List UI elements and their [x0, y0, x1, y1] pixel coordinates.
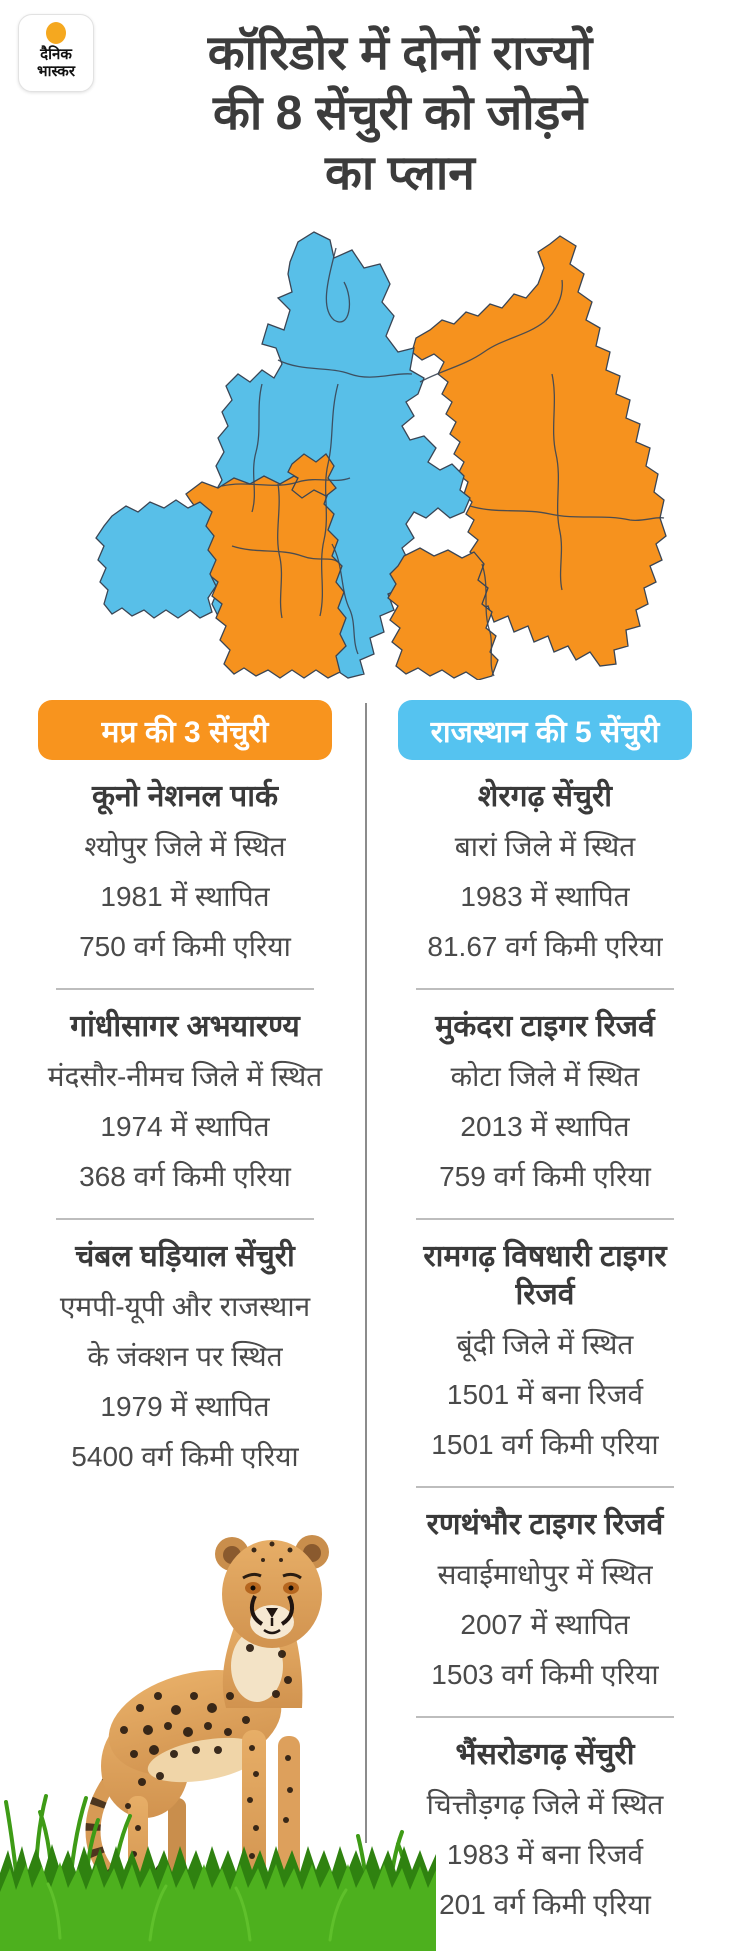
sanctuary-card-gandhisagar	[38, 990, 332, 1218]
sanctuary-card-bhainsrodgarh	[398, 1718, 692, 1946]
sanctuary-detail: 1979 में स्थापित	[100, 1391, 270, 1422]
dainik-bhaskar-logo	[18, 14, 94, 92]
sanctuary-detail: 81.67 वर्ग किमी एरिया	[427, 931, 663, 962]
sanctuary-card-mukundra	[398, 990, 692, 1218]
column-divider	[365, 703, 367, 1843]
title-line2: की 8 सेंचुरी को जोड़ने	[213, 87, 587, 140]
sanctuary-detail: के जंक्शन पर स्थित	[87, 1341, 283, 1372]
page-title	[95, 24, 705, 204]
sanctuary-detail: कोटा जिले में स्थित	[450, 1061, 640, 1092]
sanctuary-card-ranthambore	[398, 1488, 692, 1716]
sanctuary-card-ramgarh	[398, 1220, 692, 1486]
sanctuary-detail: 1501 में बना रिजर्व	[446, 1379, 644, 1410]
title-line1: कॉरिडोर में दोनों राज्यों	[207, 27, 593, 80]
sanctuary-detail: 1501 वर्ग किमी एरिया	[431, 1429, 659, 1460]
sanctuary-detail: 5400 वर्ग किमी एरिया	[71, 1441, 299, 1472]
sanctuary-detail: चित्तौड़गढ़ जिले में स्थित	[426, 1789, 664, 1820]
grass-graphic	[0, 1788, 436, 1951]
sanctuary-detail: मंदसौर-नीमच जिले में स्थित	[47, 1061, 323, 1092]
sanctuary-detail: 1983 में बना रिजर्व	[446, 1839, 644, 1870]
mp-header-badge: मप्र की 3 सेंचुरी	[38, 700, 332, 760]
sanctuary-title: रणथंभौर टाइगर रिजर्व	[426, 1508, 664, 1541]
sanctuary-detail: एमपी-यूपी और राजस्थान	[59, 1291, 311, 1322]
sanctuary-detail: 1974 में स्थापित	[100, 1111, 270, 1142]
sanctuary-detail: बारां जिले में स्थित	[454, 831, 636, 862]
sanctuary-detail: 2013 में स्थापित	[460, 1111, 630, 1142]
sanctuary-card-shergarh	[398, 760, 692, 988]
sun-icon	[46, 22, 66, 44]
sanctuary-detail: 368 वर्ग किमी एरिया	[79, 1161, 291, 1192]
column-rajasthan	[398, 700, 692, 1946]
sanctuary-detail: 750 वर्ग किमी एरिया	[79, 931, 291, 962]
sanctuary-detail: 1983 में स्थापित	[460, 881, 630, 912]
sanctuary-detail: 1503 वर्ग किमी एरिया	[431, 1659, 659, 1690]
sanctuary-title: गांधीसागर अभयारण्य	[70, 1010, 300, 1043]
logo-text-line2: भास्कर	[37, 63, 75, 80]
sanctuary-detail: 759 वर्ग किमी एरिया	[439, 1161, 651, 1192]
sanctuary-card-kuno	[38, 760, 332, 988]
sanctuary-detail: 201 वर्ग किमी एरिया	[439, 1889, 651, 1920]
logo-text-line1: दैनिक	[40, 46, 72, 63]
sanctuary-detail: सवाईमाधोपुर में स्थित	[437, 1559, 653, 1590]
sanctuary-title: कूनो नेशनल पार्क	[91, 780, 279, 813]
sanctuary-detail: श्योपुर जिले में स्थित	[84, 831, 286, 862]
map-region-orange	[388, 548, 498, 680]
title-line3: का प्लान	[325, 147, 475, 200]
sanctuary-detail: बूंदी जिले में स्थित	[456, 1329, 634, 1360]
sanctuary-title: मुकंदरा टाइगर रिजर्व	[435, 1010, 655, 1043]
sanctuary-detail: 1981 में स्थापित	[100, 881, 270, 912]
sanctuary-card-chambal	[38, 1220, 332, 1498]
sanctuary-title: रामगढ़ विषधारी टाइगर रिजर्व	[423, 1240, 667, 1311]
sanctuary-title: चंबल घड़ियाल सेंचुरी	[75, 1240, 295, 1273]
rajasthan-header-badge: राजस्थान की 5 सेंचुरी	[398, 700, 692, 760]
districts-map-graphic	[82, 224, 667, 680]
sanctuary-detail: 2007 में स्थापित	[460, 1609, 630, 1640]
map-region-blue	[96, 500, 216, 618]
column-mp	[38, 700, 332, 1498]
sanctuary-title: भैंसरोडगढ़ सेंचुरी	[455, 1738, 635, 1771]
sanctuary-title: शेरगढ़ सेंचुरी	[477, 780, 613, 813]
